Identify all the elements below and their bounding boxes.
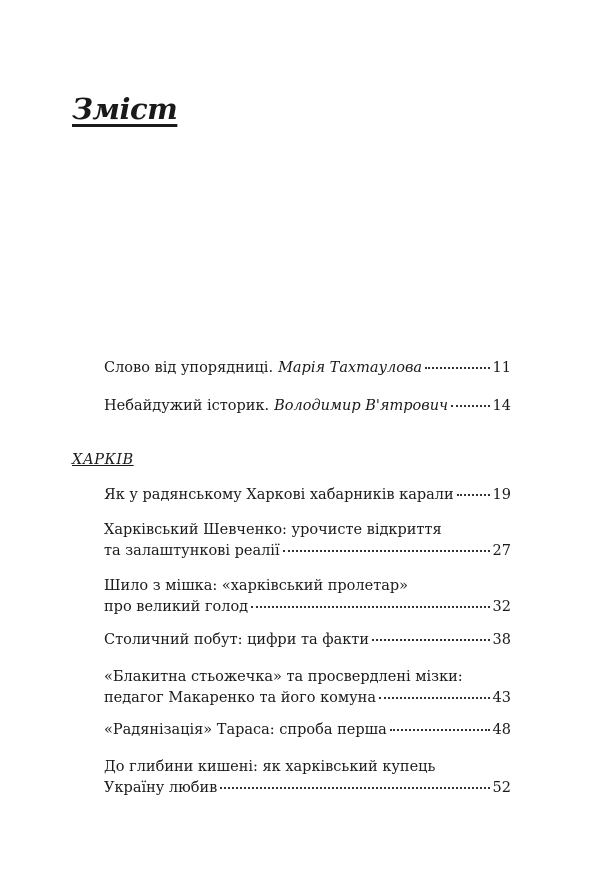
toc-entry	[104, 757, 511, 799]
toc-entry	[104, 630, 511, 651]
dot-leader	[379, 697, 490, 699]
toc-page-number: 48	[492, 722, 511, 738]
toc-entry-author: Володимир В'ятрович	[274, 398, 449, 414]
toc-page-number: 11	[492, 360, 511, 376]
dot-leader	[283, 550, 490, 552]
toc-entry-title: Небайдужий історик.	[104, 398, 270, 414]
toc-entry	[104, 358, 511, 379]
toc-entry	[104, 576, 511, 618]
toc-entry-title: «Радянізація» Тараса: спроба перша	[104, 722, 387, 738]
toc-entry	[104, 485, 511, 506]
toc-page-number: 19	[492, 487, 511, 503]
toc-entry-title: Харківський Шевченко: урочисте відкриття	[104, 522, 442, 538]
toc-entry-title: До глибини кишені: як харківський купець	[104, 759, 436, 775]
toc-page-number: 52	[492, 780, 511, 796]
toc-entry-title: Слово від упорядниці.	[104, 360, 274, 376]
toc-page-number: 27	[492, 543, 511, 559]
toc-page-number: 14	[492, 398, 511, 414]
toc-entry-title-continued: про великий голод	[104, 599, 249, 615]
toc-page-number: 32	[492, 599, 511, 615]
toc-entry	[104, 396, 511, 417]
toc-entry-title-continued: педагог Макаренко та його комуна	[104, 690, 376, 706]
toc-entry	[104, 520, 511, 562]
dot-leader	[251, 606, 489, 608]
page-title: Зміст	[72, 92, 178, 126]
dot-leader	[372, 639, 490, 641]
toc-entry	[104, 667, 511, 709]
toc-entry-title: Як у радянському Харкові хабарників карали	[104, 487, 454, 503]
dot-leader	[390, 729, 490, 731]
dot-leader	[457, 494, 490, 496]
toc-entry-title: Столичний побут: цифри та факти	[104, 632, 369, 648]
section-heading: ХАРКІВ	[72, 452, 134, 468]
toc-page-number: 43	[492, 690, 511, 706]
toc-entry-title: Шило з мішка: «харківський пролетар»	[104, 578, 409, 594]
dot-leader	[220, 787, 489, 789]
toc-entry-title-continued: та залаштункові реалії	[104, 543, 280, 559]
toc-page-number: 38	[492, 632, 511, 648]
toc-entry-author: Марія Тахтаулова	[278, 360, 423, 376]
dot-leader	[425, 367, 490, 369]
toc-entry	[104, 720, 511, 741]
dot-leader	[451, 405, 489, 407]
toc-entry-title: «Блакитна стьожечка» та просвердлені мізки:	[104, 669, 463, 685]
toc-entry-title-continued: Україну любив	[104, 780, 218, 796]
